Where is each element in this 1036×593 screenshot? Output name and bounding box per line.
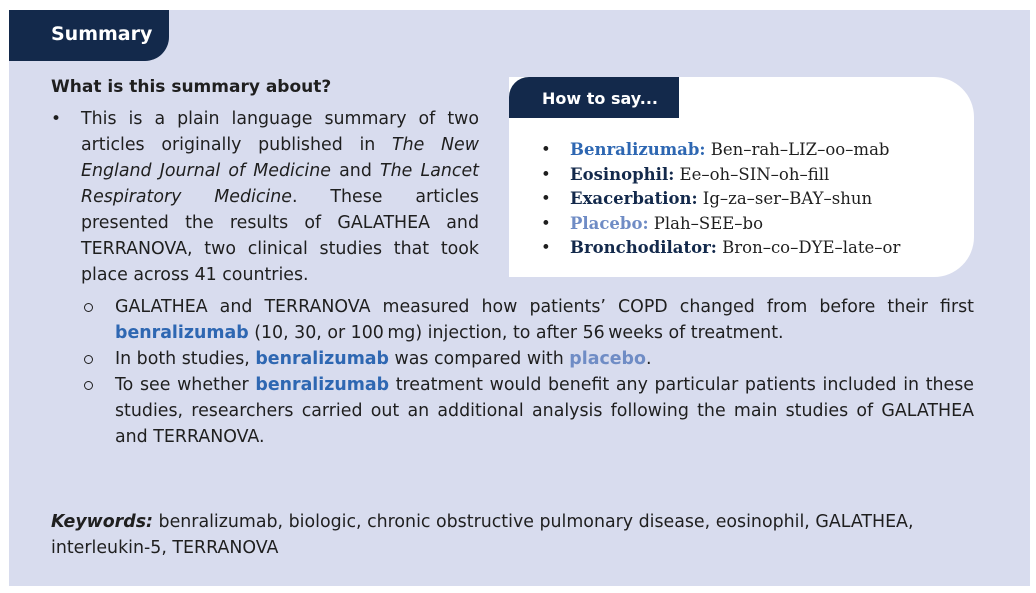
how-to-say-tab: How to say... <box>509 77 679 118</box>
keywords <box>51 509 974 561</box>
term: Eosinophil: <box>570 164 675 184</box>
pronunciation: Ig–za–ser–BAY–shun <box>697 189 873 208</box>
term: Bronchodilator: <box>570 238 717 257</box>
pronunciation-list <box>539 138 900 261</box>
intro-bullet <box>51 106 479 288</box>
keywords-label: Keywords: <box>51 512 153 532</box>
glossary-term: benralizumab <box>255 349 389 369</box>
pronunciation-item <box>539 212 900 237</box>
circle-bullet-icon <box>84 355 93 364</box>
pronunciation-item <box>539 236 900 261</box>
sub-bullet: To see whether benralizumab treatment would benefit any particular patients included in these studies, researchers carried out an additional analysis following the main studies of GALATHEA and TERRANOVA. <box>81 372 974 450</box>
circle-bullet-icon <box>84 381 93 390</box>
journal-name: The New England Journal of Medicine <box>81 135 479 181</box>
term: Benralizumab: <box>570 140 706 159</box>
pronunciation: Ben–rah–LIZ–oo–mab <box>705 140 890 159</box>
bullet-dot-icon: • <box>51 109 62 129</box>
term: Placebo: <box>570 213 649 233</box>
pronunciation: Ee–oh–SIN–oh–fill <box>674 164 830 184</box>
pronunciation-item <box>539 163 900 188</box>
pronunciation: Bron–co–DYE–late–or <box>716 238 901 257</box>
summary-tab: Summary <box>9 10 169 61</box>
intro-text: This is a plain language summary of two articles originally published in The New England Journal of Medicine and The Lancet Respiratory Medicine. These articles presented the results of GALATHEA and TERRANOVA, two clinical studies that took place across 41 countries. <box>81 109 479 285</box>
pronunciation-item <box>539 138 900 163</box>
pronunciation-item <box>539 187 900 212</box>
how-to-say-box <box>509 77 974 277</box>
glossary-term: benralizumab <box>115 323 249 343</box>
sub-bullet-list <box>81 294 974 450</box>
summary-panel <box>9 10 1030 586</box>
glossary-term: placebo <box>569 349 646 369</box>
glossary-term: benralizumab <box>255 375 390 395</box>
circle-bullet-icon <box>84 303 93 312</box>
pronunciation: Plah–SEE–bo <box>648 213 764 233</box>
term: Exacerbation: <box>570 189 698 208</box>
section-heading: What is this summary about? <box>51 77 332 97</box>
sub-bullet: GALATHEA and TERRANOVA measured how patients’ COPD changed from before their first benralizumab (10, 30, or 100 mg) injection, to after 56 weeks of treatment. <box>81 294 974 346</box>
sub-bullet: In both studies, benralizumab was compared with placebo. <box>81 346 974 372</box>
journal-name: The Lancet Respiratory Medicine <box>81 161 479 207</box>
keywords-text: benralizumab, biologic, chronic obstructive pulmonary disease, eosinophil, GALATHEA, interleukin-5, TERRANOVA <box>51 512 914 558</box>
